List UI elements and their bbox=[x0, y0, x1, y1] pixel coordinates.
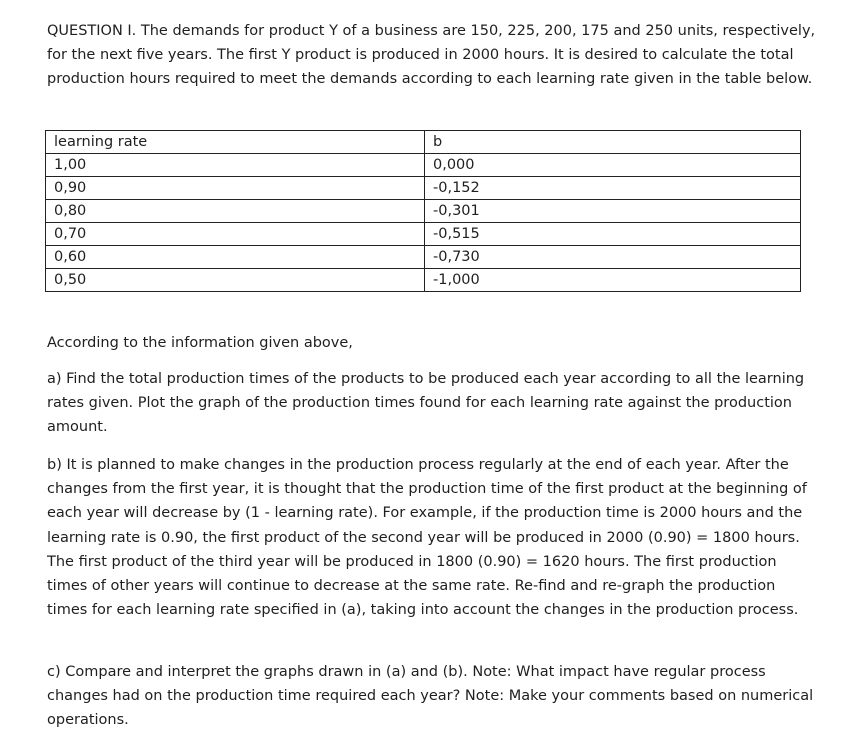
according-text: According to the information given above, bbox=[47, 335, 353, 351]
cell-learning-rate: 0,70 bbox=[46, 223, 425, 246]
table-row bbox=[46, 269, 801, 292]
table-row bbox=[46, 154, 801, 177]
cell-b: -0,515 bbox=[425, 223, 801, 246]
cell-b: 0,000 bbox=[425, 154, 801, 177]
cell-learning-rate: 0,60 bbox=[46, 246, 425, 269]
header-learning-rate: learning rate bbox=[46, 131, 425, 154]
part-a-text: a) Find the total production times of the products to be produced each year according to all the learning rates given. Plot the graph of the production times found for each learning rate against the production amount. bbox=[47, 371, 805, 436]
cell-b: -1,000 bbox=[425, 269, 801, 292]
table-row bbox=[46, 200, 801, 223]
cell-learning-rate: 0,80 bbox=[46, 200, 425, 223]
part-c-text: c) Compare and interpret the graphs drawn in (a) and (b). Note: What impact have regular process changes had on the production time required each year? Note: Make your comments based on numerical operations. bbox=[47, 664, 814, 729]
question-intro: QUESTION I. The demands for product Y of a business are 150, 225, 200, 175 and 250 units, respectively, for the next five years. The first Y product is produced in 2000 hours. It is desired to calculate the total production hours required to meet the demands according to each learning rate given in the table below. bbox=[47, 23, 816, 88]
cell-b: -0,730 bbox=[425, 246, 801, 269]
cell-learning-rate: 1,00 bbox=[46, 154, 425, 177]
cell-b: -0,301 bbox=[425, 200, 801, 223]
table-row bbox=[46, 177, 801, 200]
learning-rate-table bbox=[45, 130, 801, 292]
table-row bbox=[46, 223, 801, 246]
cell-learning-rate: 0,90 bbox=[46, 177, 425, 200]
cell-learning-rate: 0,50 bbox=[46, 269, 425, 292]
cell-b: -0,152 bbox=[425, 177, 801, 200]
table-row bbox=[46, 246, 801, 269]
table-header-row bbox=[46, 131, 801, 154]
header-b: b bbox=[425, 131, 801, 154]
part-b-text: b) It is planned to make changes in the production process regularly at the end of each year. After the changes from the first year, it is thought that the production time of the first product at the beginning of each year will decrease by (1 - learning rate). For example, if the production time is 2000 hours and the learning rate is 0.90, the first product of the second year will be produced in 2000 (0.90) = 1800 hours. The first product of the third year will be produced in 1800 (0.90) = 1620 hours. The first production times of other years will continue to decrease at the same rate. Re-find and re-graph the production times for each learning rate specified in (a), taking into account the changes in the production process. bbox=[47, 457, 807, 619]
